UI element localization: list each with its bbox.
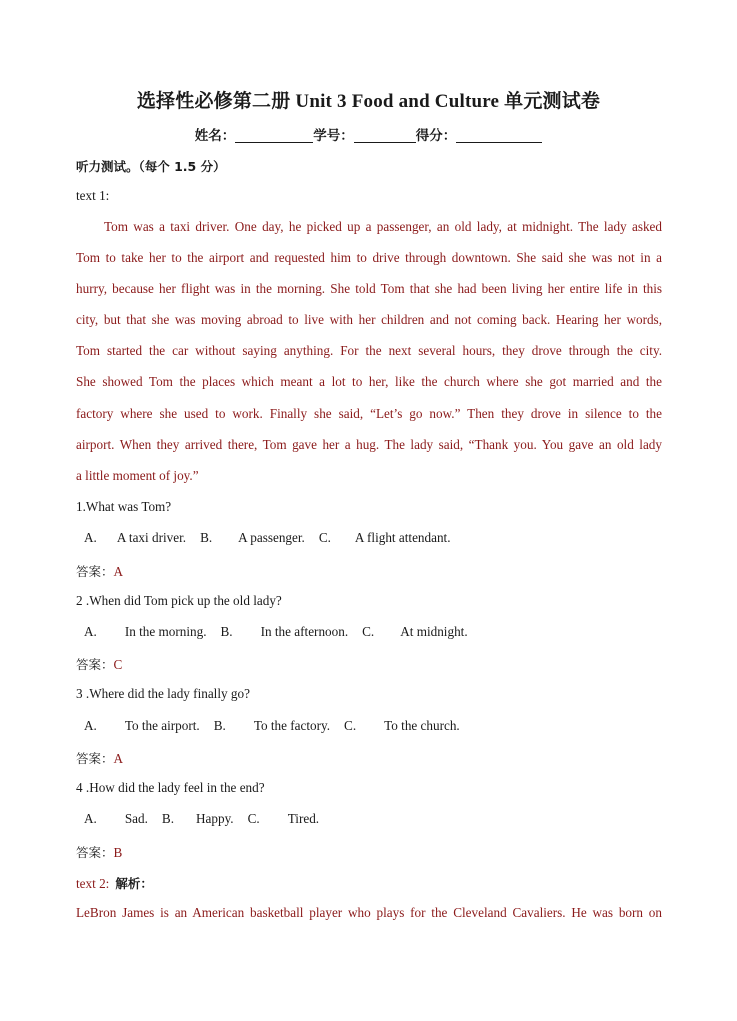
option-letter: A.: [84, 530, 97, 545]
option-text: In the morning.: [124, 624, 207, 639]
passage-line: LeBron James is an American basketball player who plays for the Cleveland Cavaliers. He was born on: [76, 905, 662, 920]
answer-label: 答案：: [76, 845, 114, 860]
option-text: A flight attendant.: [354, 530, 451, 545]
option-letter: B.: [213, 718, 226, 733]
answer-label: 答案：: [76, 657, 114, 672]
answer-2: [76, 655, 122, 673]
passage-line: Tom started the car without saying anything. For the next several hours, they drove through the city.: [76, 343, 662, 358]
option-letter: C.: [318, 530, 331, 545]
name-blank[interactable]: [235, 128, 313, 143]
text2-label: text 2:: [76, 876, 110, 891]
answer-value: A: [113, 751, 124, 766]
option-letter: A.: [84, 811, 97, 826]
section-heading: 听力测试。（每个 1.5 分）: [76, 159, 226, 174]
passage-line: Tom was a taxi driver. One day, he picked up a passenger, an old lady, at midnight. The lady asked: [104, 219, 662, 234]
question-3-options: [84, 718, 460, 734]
option-letter: B.: [200, 530, 213, 545]
option-text: To the church.: [384, 718, 460, 733]
question-3: 3 .Where did the lady finally go?: [76, 686, 250, 701]
name-label: 姓名：: [194, 128, 236, 143]
text1-label: text 1:: [76, 188, 110, 203]
option-text: Sad.: [124, 811, 148, 826]
passage-line: Tom to take her to the airport and requested him to drive through downtown. She said she was not in a: [76, 250, 662, 265]
answer-label: 答案：: [76, 751, 114, 766]
score-blank[interactable]: [456, 128, 542, 143]
score-label: 得分：: [415, 128, 457, 143]
option-text: A taxi driver.: [116, 530, 187, 545]
number-blank[interactable]: [354, 128, 416, 143]
option-letter: B.: [161, 811, 174, 826]
option-letter: C.: [362, 624, 375, 639]
answer-4: [76, 843, 122, 861]
passage-line: city, but that she was moving abroad to live with her children and not coming back. Hearing her words,: [76, 312, 662, 327]
option-letter: A.: [84, 718, 97, 733]
option-text: Happy.: [196, 811, 234, 826]
question-2-options: [84, 624, 468, 640]
question-4-options: [84, 811, 319, 827]
analysis-label: 解析：: [115, 876, 153, 891]
answer-value: A: [113, 564, 124, 579]
question-1: 1.What was Tom?: [76, 499, 172, 514]
answer-label: 答案：: [76, 564, 114, 579]
question-1-options: [84, 530, 451, 546]
option-text: To the airport.: [124, 718, 200, 733]
number-label: 学号：: [313, 128, 354, 143]
text2-heading: [76, 874, 153, 892]
passage-line: a little moment of joy.”: [76, 468, 199, 483]
answer-value: C: [113, 657, 123, 672]
option-letter: B.: [220, 624, 233, 639]
question-2: 2 .When did Tom pick up the old lady?: [76, 593, 282, 608]
option-text: Tired.: [287, 811, 320, 826]
option-text: In the afternoon.: [260, 624, 349, 639]
student-info-line: [0, 124, 737, 144]
option-letter: C.: [344, 718, 357, 733]
option-letter: A.: [84, 624, 97, 639]
page-title: 选择性必修第二册 Unit 3 Food and Culture 单元测试卷: [136, 91, 601, 112]
answer-3: [76, 749, 123, 767]
passage-line: She showed Tom the places which meant a lot to her, like the church where she got married and the: [76, 374, 662, 389]
question-4: 4 .How did the lady feel in the end?: [76, 780, 265, 795]
passage-line: hurry, because her flight was in the morning. She told Tom that she had been living her entire life in this: [76, 281, 662, 296]
answer-value: B: [113, 845, 123, 860]
passage-line: factory where she used to work. Finally she said, “Let’s go now.” Then they drove in silence to the: [76, 406, 662, 421]
option-text: A passenger.: [238, 530, 305, 545]
option-text: At midnight.: [400, 624, 468, 639]
option-letter: C.: [247, 811, 260, 826]
passage-line: airport. When they arrived there, Tom gave her a hug. The lady said, “Thank you. You gave an old lady: [76, 437, 662, 452]
answer-1: [76, 562, 123, 580]
option-text: To the factory.: [253, 718, 331, 733]
